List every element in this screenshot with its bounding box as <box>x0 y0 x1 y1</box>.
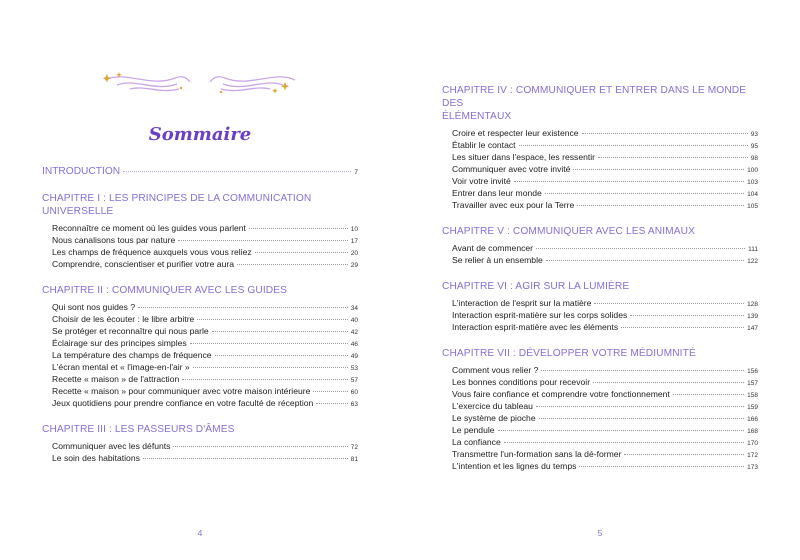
swirl-left <box>105 77 190 91</box>
leader-dots <box>582 133 748 134</box>
leader-dots <box>138 307 348 308</box>
entry-page: 157 <box>747 380 758 387</box>
toc-entry[interactable] <box>452 461 758 473</box>
entry-page: 34 <box>350 305 358 312</box>
leader-dots <box>579 466 744 467</box>
entry-page: 122 <box>747 258 758 265</box>
entry-page: 173 <box>747 464 758 471</box>
leader-dots <box>545 193 744 194</box>
entry-page: 158 <box>747 392 758 399</box>
entry-label: Les champs de fréquence auxquels vous vous reliez <box>52 247 252 257</box>
entry-label: L'exercice du tableau <box>452 401 533 411</box>
entry-label: Communiquer avec votre invité <box>452 164 571 174</box>
leader-dots <box>577 205 744 206</box>
toc-entry[interactable] <box>452 243 758 255</box>
chapter-heading[interactable]: CHAPITRE III : LES PASSEURS D'ÂMES <box>42 424 235 435</box>
entry-label: Établir le contact <box>452 140 516 150</box>
toc-entry[interactable] <box>452 437 758 449</box>
leader-dots <box>237 264 348 265</box>
chapter-block <box>42 192 358 271</box>
toc-entry[interactable] <box>52 223 358 235</box>
entry-label: La confiance <box>452 437 501 447</box>
entry-page: 168 <box>747 428 758 435</box>
leader-dots <box>536 406 744 407</box>
chapter-heading[interactable]: CHAPITRE VII : DÉVELOPPER VOTRE MÉDIUMNITÉ <box>442 348 696 359</box>
entry-label: Le pendule <box>452 425 495 435</box>
toc-introduction[interactable] <box>42 165 358 179</box>
toc-entry[interactable] <box>452 401 758 413</box>
leader-dots <box>504 442 744 443</box>
entry-page: 104 <box>747 191 758 198</box>
entry-page: 95 <box>750 143 758 150</box>
toc-entry[interactable] <box>52 326 358 338</box>
leader-dots <box>514 181 744 182</box>
leader-dots <box>593 382 744 383</box>
toc-entry[interactable] <box>52 386 358 398</box>
toc-entry[interactable] <box>52 259 358 271</box>
leader-dots <box>541 370 744 371</box>
leader-dots <box>519 145 748 146</box>
entry-page: 72 <box>350 444 358 451</box>
toc-entry[interactable] <box>52 374 358 386</box>
entry-page: 63 <box>350 401 358 408</box>
leader-dots <box>598 157 748 158</box>
entry-page: 100 <box>747 167 758 174</box>
chapter-block <box>442 347 758 473</box>
entry-page: 93 <box>750 131 758 138</box>
entry-page: 53 <box>350 365 358 372</box>
entry-page: 42 <box>350 329 358 336</box>
entry-page: 17 <box>350 238 358 245</box>
chapter-heading[interactable] <box>442 84 758 123</box>
entry-label: Comment vous relier ? <box>452 365 539 375</box>
entry-label: Communiquer avec les défunts <box>52 441 171 451</box>
leader-dots <box>498 430 745 431</box>
toc-entry[interactable] <box>52 441 358 453</box>
page-number-right: 5 <box>597 528 603 538</box>
chapter-block <box>442 225 758 267</box>
chapter-heading-line: CHAPITRE IV : COMMUNIQUER ET ENTRER DANS LE MONDE DES <box>442 85 747 109</box>
toc-entry[interactable] <box>52 362 358 374</box>
chapter-heading[interactable]: CHAPITRE V : COMMUNIQUER AVEC LES ANIMAUX <box>442 226 695 237</box>
leader-dots <box>190 343 348 344</box>
toc-entry[interactable] <box>452 188 758 200</box>
leader-dots <box>197 319 347 320</box>
entry-label: Recette « maison » de l'attraction <box>52 374 180 384</box>
leader-dots <box>536 248 745 249</box>
entry-label: Le système de pioche <box>452 413 536 423</box>
toc-entry[interactable] <box>452 377 758 389</box>
entry-page: 105 <box>747 203 758 210</box>
entry-label: Les bonnes conditions pour recevoir <box>452 377 591 387</box>
entry-page: 156 <box>747 368 758 375</box>
entry-label: Choisir de les écouter : le libre arbitre <box>52 314 195 324</box>
toc-entry[interactable] <box>52 314 358 326</box>
entry-page: 46 <box>350 341 358 348</box>
entry-page: 111 <box>748 246 758 253</box>
chapter-heading[interactable]: CHAPITRE I : LES PRINCIPES DE LA COMMUNICATION UNIVERSELLE <box>42 193 312 217</box>
entry-label: Comprendre, conscientiser et purifier votre aura <box>52 259 234 269</box>
introduction-page: 7 <box>354 169 358 176</box>
chapter-heading[interactable]: CHAPITRE II : COMMUNIQUER AVEC LES GUIDES <box>42 285 288 296</box>
toc-entry[interactable] <box>452 425 758 437</box>
leader-dots <box>143 458 348 459</box>
entry-page: 57 <box>350 377 358 384</box>
entry-label: L'intention et les lignes du temps <box>452 461 577 471</box>
leader-dots <box>212 331 348 332</box>
toc-entry[interactable] <box>452 176 758 188</box>
entry-page: 81 <box>350 456 358 463</box>
leader-dots <box>673 394 744 395</box>
leader-dots <box>316 403 347 404</box>
chapter-block <box>42 284 358 410</box>
entry-label: L'écran mental et « l'image-en-l'air » <box>52 362 190 372</box>
entry-page: 60 <box>350 389 358 396</box>
chapter-heading[interactable]: CHAPITRE VI : AGIR SUR LA LUMIÈRE <box>442 281 630 292</box>
leader-dots <box>624 454 744 455</box>
entry-page: 128 <box>747 301 758 308</box>
entry-label: Recette « maison » pour communiquer avec votre maison intérieure <box>52 386 311 396</box>
toc-entry[interactable] <box>52 453 358 465</box>
toc-entry[interactable] <box>52 350 358 362</box>
page-number-left: 4 <box>197 528 203 538</box>
entry-label: Reconnaître ce moment où les guides vous parlent <box>52 223 246 233</box>
toc-entry[interactable] <box>452 128 758 140</box>
introduction-label: INTRODUCTION <box>42 166 121 177</box>
entry-page: 98 <box>750 155 758 162</box>
right-page <box>400 0 800 560</box>
toc-entry[interactable] <box>452 389 758 401</box>
toc-entry[interactable] <box>452 152 758 164</box>
toc-entry[interactable] <box>452 200 758 212</box>
chapter-block <box>442 84 758 212</box>
entry-label: Travailler avec eux pour la Terre <box>452 200 575 210</box>
entry-label: Qui sont nos guides ? <box>52 302 136 312</box>
entry-page: 172 <box>747 452 758 459</box>
entry-label: Éclairage sur des principes simples <box>52 338 187 348</box>
entry-label: Se protéger et reconnaître qui nous parle <box>52 326 209 336</box>
entry-label: Se relier à un ensemble <box>452 255 543 265</box>
entry-page: 40 <box>350 317 358 324</box>
leader-dots <box>215 355 348 356</box>
toc-entry[interactable] <box>52 398 358 410</box>
chapter-heading-line: ÉLÉMENTAUX <box>442 111 512 122</box>
toc-entry[interactable] <box>452 140 758 152</box>
entry-page: 20 <box>350 250 358 257</box>
entry-label: Avant de commencer <box>452 243 534 253</box>
page-title: Sommaire <box>148 124 252 145</box>
leader-dots <box>546 260 744 261</box>
entry-label: Le soin des habitations <box>52 453 140 463</box>
toc-entry[interactable] <box>452 310 758 322</box>
toc-entry[interactable] <box>52 235 358 247</box>
toc-entry[interactable] <box>52 302 358 314</box>
leader-dots <box>173 446 347 447</box>
moon-ornament <box>95 58 305 106</box>
toc-entry[interactable] <box>452 413 758 425</box>
toc-left <box>42 165 358 465</box>
entry-label: Vous faire confiance et comprendre votre fonctionnement <box>452 389 670 399</box>
entry-page: 170 <box>747 440 758 447</box>
entry-page: 139 <box>747 313 758 320</box>
swirl-right <box>210 77 295 91</box>
toc-entry[interactable] <box>52 338 358 350</box>
chapter-block <box>442 280 758 334</box>
toc-entry[interactable] <box>452 322 758 334</box>
entry-page: 159 <box>747 404 758 411</box>
leader-dots <box>255 252 348 253</box>
entry-page: 10 <box>350 226 358 233</box>
leader-dots <box>573 169 744 170</box>
leader-dots <box>193 367 348 368</box>
toc-entry[interactable] <box>452 164 758 176</box>
chapter-block <box>42 423 358 465</box>
toc-entry[interactable] <box>452 255 758 267</box>
entry-label: Jeux quotidiens pour prendre confiance en votre faculté de réception <box>52 398 314 408</box>
entry-label: L'interaction de l'esprit sur la matière <box>452 298 592 308</box>
leader-dots <box>123 171 351 172</box>
entry-page: 147 <box>747 325 758 332</box>
entry-page: 29 <box>350 262 358 269</box>
entry-label: Voir votre invité <box>452 176 511 186</box>
entry-label: Croire et respecter leur existence <box>452 128 579 138</box>
entry-label: Les situer dans l'espace, les ressentir <box>452 152 596 162</box>
toc-entry[interactable] <box>52 247 358 259</box>
entry-label: Nous canalisons tous par nature <box>52 235 176 245</box>
entry-label: Transmettre l'un-formation sans la dé-former <box>452 449 622 459</box>
leader-dots <box>313 391 347 392</box>
leader-dots <box>539 418 745 419</box>
toc-entry[interactable] <box>452 298 758 310</box>
entry-label: La température des champs de fréquence <box>52 350 212 360</box>
leader-dots <box>178 240 348 241</box>
leader-dots <box>249 228 348 229</box>
leader-dots <box>621 327 744 328</box>
entry-label: Interaction esprit-matière avec les éléments <box>452 322 619 332</box>
toc-right <box>442 84 758 473</box>
leader-dots <box>594 303 744 304</box>
entry-page: 103 <box>747 179 758 186</box>
toc-entry[interactable] <box>452 449 758 461</box>
leader-dots <box>182 379 347 380</box>
entry-label: Entrer dans leur monde <box>452 188 542 198</box>
entry-page: 166 <box>747 416 758 423</box>
toc-entry[interactable] <box>452 365 758 377</box>
entry-page: 49 <box>350 353 358 360</box>
entry-label: Interaction esprit-matière sur les corps solides <box>452 310 628 320</box>
leader-dots <box>630 315 744 316</box>
